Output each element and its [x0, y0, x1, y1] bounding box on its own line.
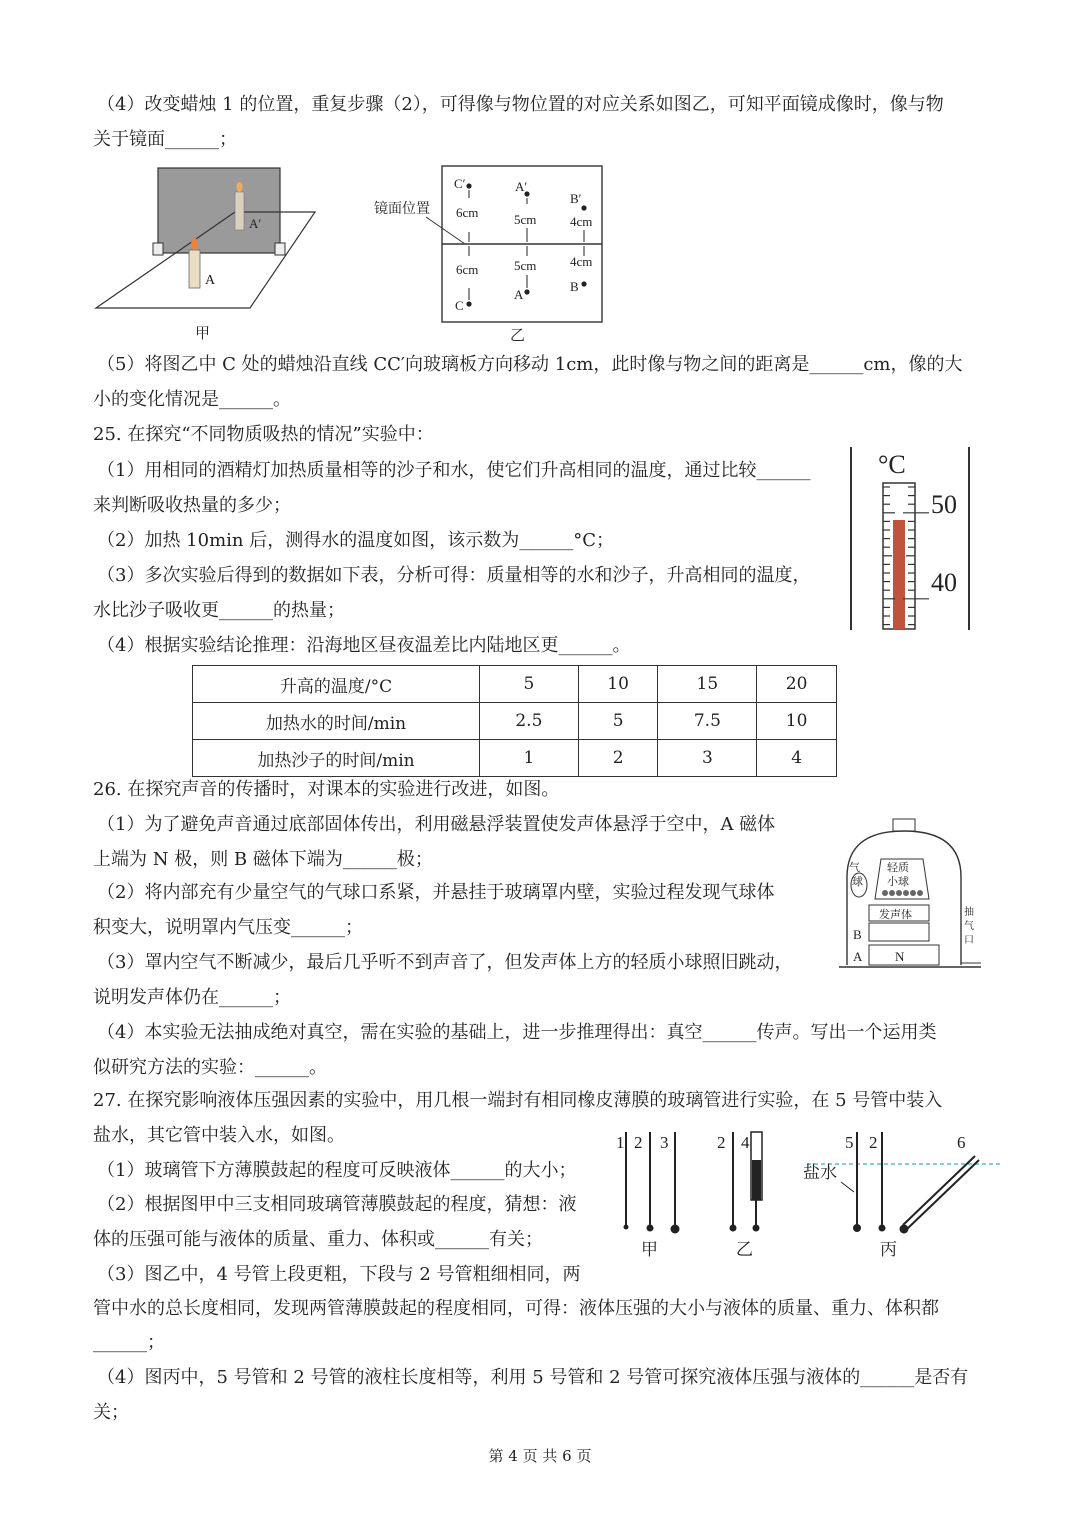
right-support [275, 243, 285, 255]
svg-text:球: 球 [852, 876, 863, 888]
thermometer-figure [845, 445, 975, 635]
svg-text:气: 气 [964, 921, 974, 932]
svg-text:2: 2 [869, 1133, 878, 1152]
candle-a [189, 250, 200, 288]
q27-title-line2: 盐水，其它管中装入水，如图。 [93, 1125, 345, 1146]
q26-part4-line1: （4）本实验无法抽成绝对真空，需在实验的基础上，进一步推理得出：真空______传声。写出一个运用类 [97, 1022, 937, 1043]
q26-part1-line2: 上端为 N 极，则 B 磁体下端为______极； [93, 849, 433, 870]
label-a: A [205, 273, 216, 288]
column-b [570, 191, 592, 294]
glass-plate [158, 168, 280, 253]
data-table [192, 665, 837, 777]
q24-part5-line1: （5）将图乙中 C 处的蜡烛沿直线 CC′向玻璃板方向移动 1cm，此时像与物之间的距离是______cm，像的大 [97, 354, 963, 375]
tubes-figure [605, 1130, 1000, 1265]
mirror-label: 镜面位置 [374, 202, 430, 217]
svg-text:4cm: 4cm [570, 214, 593, 229]
q25-title: 25. 在探究“不同物质吸热的情况”实验中： [93, 424, 434, 445]
svg-text:抽: 抽 [964, 907, 974, 918]
svg-text:6cm: 6cm [456, 205, 479, 220]
q26-part2-line1: （2）将内部充有少量空气的气球口系紧，并悬挂于玻璃罩内壁，实验过程发现气球体 [97, 882, 775, 903]
mirror-pointer [426, 217, 465, 244]
q27-part4-line2: 关； [93, 1402, 129, 1423]
caption-jia: 甲 [195, 326, 211, 342]
svg-text:6: 6 [957, 1133, 966, 1152]
q26-part4-line2: 似研究方法的实验：______。 [93, 1057, 327, 1078]
caption-yi: 乙 [510, 328, 526, 344]
figure-jia-mirror-setup [90, 160, 330, 345]
candle-flame [191, 238, 198, 250]
svg-text:口: 口 [964, 935, 974, 946]
svg-text:轻质: 轻质 [887, 862, 909, 874]
svg-text:A′: A′ [515, 179, 528, 194]
svg-text:气: 气 [849, 862, 860, 874]
q26-part3-line2: 说明发声体仍在______； [93, 987, 291, 1008]
q25-part2: （2）加热 10min 后，测得水的温度如图，该示数为______°C； [97, 530, 614, 551]
svg-text:A: A [514, 287, 524, 302]
q27-part3-line1: （3）图乙中，4 号管上段更粗，下段与 2 号管粗细相同，两 [97, 1264, 581, 1285]
caption-bing-27: 丙 [880, 1240, 897, 1259]
svg-text:B′: B′ [570, 191, 582, 206]
q26-part1-line1: （1）为了避免声音通过底部固体传出，利用磁悬浮装置使发声体悬浮于空中，A 磁体 [97, 814, 776, 835]
thermo-unit: °C [878, 450, 906, 479]
table-row: 加热沙子的时间/min 1 2 3 4 [193, 740, 837, 777]
q27-part1: （1）玻璃管下方薄膜鼓起的程度可反映液体______的大小； [97, 1160, 577, 1181]
svg-text:A: A [853, 949, 863, 964]
q25-part1-line1: （1）用相同的酒精灯加热质量相等的沙子和水，使它们升高相同的温度，通过比较______ [97, 460, 811, 481]
q24-part4-line2: 关于镜面______； [93, 129, 237, 150]
light-balls [882, 890, 923, 896]
q24-part4-line1: （4）改变蜡烛 1 的位置，重复步骤（2），可得像与物位置的对应关系如图乙，可知平面镜成像时，像与物 [97, 94, 944, 115]
svg-text:2: 2 [634, 1133, 643, 1152]
q24-part5-line2: 小的变化情况是______。 [93, 389, 291, 410]
svg-text:C′: C′ [454, 176, 466, 191]
caption-yi-27: 乙 [736, 1240, 753, 1259]
q26-part3-line1: （3）罩内空气不断减少，最后几乎听不到声音了，但发声体上方的轻质小球照旧跳动， [97, 952, 793, 973]
svg-text:1: 1 [616, 1133, 625, 1152]
svg-text:6cm: 6cm [456, 262, 479, 277]
table-row: 升高的温度/°C 5 10 15 20 [193, 666, 837, 703]
tick-label-50: 50 [931, 490, 957, 519]
figure-yi-positions [370, 160, 610, 345]
q27-part3-line2: 管中水的总长度相同，发现两管薄膜鼓起的程度相同，可得：液体压强的大小与液体的质量、重力、体积都 [93, 1298, 939, 1319]
q25-part1-line2: 来判断吸收热量的多少； [93, 495, 291, 516]
svg-text:盐水: 盐水 [803, 1163, 837, 1182]
svg-text:4cm: 4cm [570, 254, 593, 269]
page-footer: 第 4 页 共 6 页 [488, 1447, 592, 1465]
q27-part2-line1: （2）根据图甲中三支相同玻璃管薄膜鼓起的程度，猜想：液 [97, 1194, 577, 1215]
image-candle [235, 192, 244, 230]
column-a [514, 179, 536, 302]
q25-part3-line1: （3）多次实验后得到的数据如下表，分析可得：质量相等的水和沙子，升高相同的温度， [97, 565, 811, 586]
image-flame [237, 182, 243, 192]
q27-part2-line2: 体的压强可能与液体的质量、重力、体积或______有关； [93, 1229, 543, 1250]
table-row: 加热水的时间/min 2.5 5 7.5 10 [193, 703, 837, 740]
left-support [153, 243, 163, 255]
svg-text:发声体: 发声体 [879, 909, 912, 921]
svg-text:2: 2 [717, 1133, 726, 1152]
q27-title-line1: 27. 在探究影响液体压强因素的实验中，用几根一端封有相同橡皮薄膜的玻璃管进行实验，在 5 号管中装入 [93, 1090, 943, 1111]
q27-part3-line3: ______； [93, 1332, 165, 1353]
svg-text:4: 4 [741, 1133, 750, 1152]
caption-jia-27: 甲 [641, 1240, 658, 1259]
svg-text:N: N [895, 949, 905, 964]
q27-part4-line1: （4）图丙中，5 号管和 2 号管的液柱长度相等，利用 5 号管和 2 号管可探究液体压强与液体的______是否有 [97, 1367, 969, 1388]
q25-part3-line2: 水比沙子吸收更______的热量； [93, 600, 345, 621]
svg-text:5: 5 [845, 1133, 854, 1152]
svg-text:C: C [455, 298, 464, 313]
tick-label-40: 40 [931, 568, 957, 597]
q26-part2-line2: 积变大，说明罩内气压变______； [93, 917, 363, 938]
svg-text:B: B [570, 279, 579, 294]
label-image-a: A′ [249, 216, 262, 231]
svg-text:3: 3 [660, 1133, 669, 1152]
svg-text:B: B [853, 927, 862, 942]
mercury-column [893, 520, 905, 629]
svg-text:5cm: 5cm [514, 258, 537, 273]
magnet-b [869, 923, 929, 941]
svg-text:小球: 小球 [887, 876, 909, 888]
q25-part4: （4）根据实验结论推理：沿海地区昼夜温差比内陆地区更______。 [97, 635, 631, 656]
bell-jar-figure [835, 815, 985, 975]
thermo-ticks [883, 487, 929, 625]
svg-text:5cm: 5cm [514, 212, 537, 227]
q26-title: 26. 在探究声音的传播时，对课本的实验进行改进，如图。 [93, 779, 560, 800]
